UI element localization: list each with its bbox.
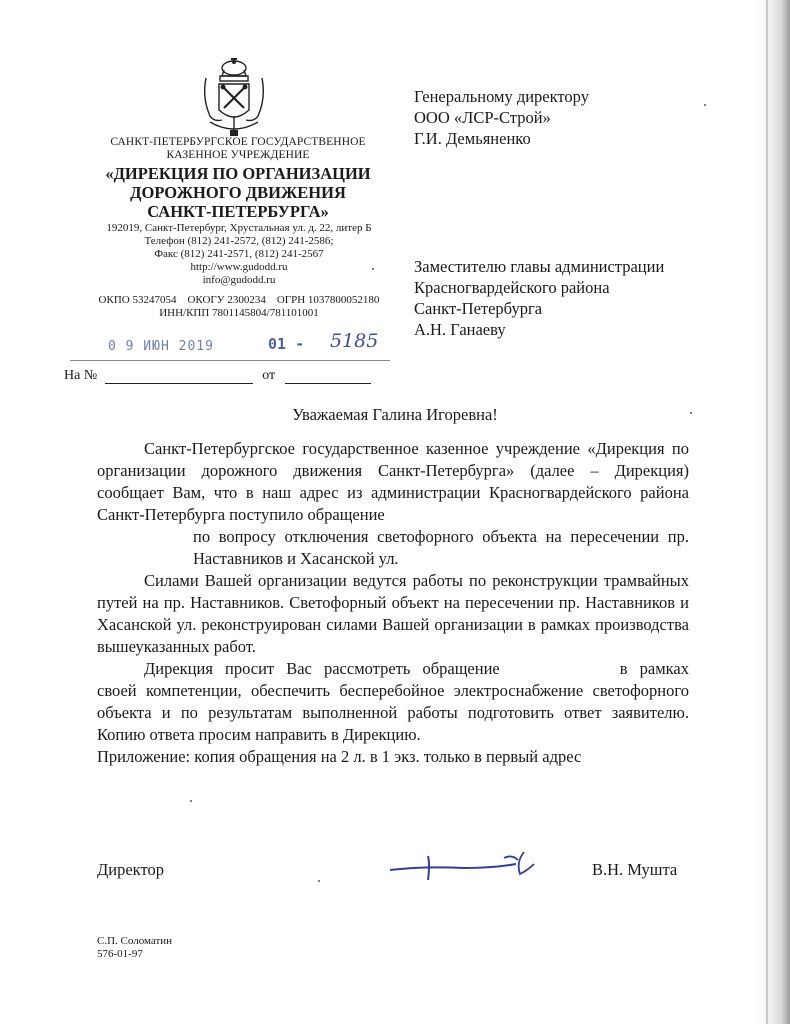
registration-date-stamp: 0 9 ИЮН 2019 — [108, 339, 214, 354]
coat-of-arms-icon — [200, 58, 268, 140]
addressee-first-line: Генеральному директору — [414, 87, 589, 106]
org-address: 192019, Санкт-Петербург, Хрустальная ул. д. 22, литер Б — [106, 222, 372, 234]
org-name-line1: «ДИРЕКЦИЯ ПО ОРГАНИЗАЦИИ — [105, 164, 371, 183]
organization-header — [88, 136, 388, 221]
paragraph-2: Силами Вашей организации ведутся работы по реконструкции трамвайных путей на пр. Наставников. Светофорный объект на пересечении пр. Наставников и Хасанской ул. реконструирован силами Вашей организации в рамках производства вышеуказанных работ. — [97, 571, 689, 656]
paragraph-3 — [97, 658, 689, 746]
paragraph-3-start: Дирекция просит Вас рассмотреть обращение — [144, 659, 500, 678]
scan-speck — [318, 880, 320, 882]
org-name-line3: САНКТ-ПЕТЕРБУРГА» — [147, 202, 329, 221]
ref-from-label: от — [262, 368, 276, 383]
org-name-line2: ДОРОЖНОГО ДВИЖЕНИЯ — [130, 183, 346, 202]
letter-greeting: Уважаемая Галина Игоревна! — [292, 405, 498, 424]
handwritten-signature — [384, 844, 554, 884]
org-codes — [84, 294, 394, 320]
letter-body — [97, 438, 689, 768]
org-website: http://www.gudodd.ru — [190, 261, 288, 273]
paragraph-1-continuation: по вопросу отключения светофорного объекта на пересечении пр. Наставников и Хасанской ул. — [193, 527, 689, 568]
addressee-second-line: Санкт-Петербурга — [414, 299, 543, 318]
scan-edge-line — [766, 0, 768, 1024]
org-phone: Телефон (812) 241-2572, (812) 241-2586; — [144, 235, 334, 247]
org-codes-line1: ОКПО 53247054 ОКОГУ 2300234 ОГРН 1037800052180 — [98, 294, 380, 306]
ref-date-line — [285, 370, 371, 384]
attachment-note: Приложение: копия обращения на 2 л. в 1 экз. только в первый адрес — [97, 747, 582, 766]
scan-speck — [704, 104, 706, 106]
paragraph-3-rest: в рамках своей компетенции, обеспечить бесперебойное электроснабжение светофорного объекта и по результатам выполненной работы подготовить ответ заявителю. Копию ответа просим направить в Дирекцию. — [97, 659, 689, 744]
org-contacts — [84, 222, 394, 287]
paragraph-1: Санкт-Петербургское государственное казенное учреждение «Дирекция по организации дорожного движения Санкт-Петербурга» (далее – Дирекция) сообщает Вам, что в наш адрес из администрации Красногвардейского района Санкт-Петербурга поступило обращение — [97, 439, 689, 524]
org-email: info@gudodd.ru — [202, 274, 276, 286]
ref-number-label: На № — [64, 368, 98, 383]
addressee-first — [414, 86, 589, 149]
addressee-first-line: Г.И. Демьяненко — [414, 129, 531, 148]
addressee-second-line: Заместителю главы администрации — [414, 257, 665, 276]
org-fax: Факс (812) 241-2571, (812) 241-2567 — [154, 248, 324, 260]
scan-speck — [190, 800, 192, 802]
registration-number-handwritten: 5185 — [330, 330, 379, 352]
org-codes-line2: ИНН/КПП 7801145804/781101001 — [159, 307, 319, 319]
registration-underline — [70, 360, 390, 361]
addressee-first-line: ООО «ЛСР-Строй» — [414, 108, 551, 127]
addressee-second-line: Красногвардейского района — [414, 278, 610, 297]
scan-speck — [372, 268, 374, 270]
signer-name: В.Н. Мушта — [592, 860, 678, 879]
scan-speck — [690, 412, 692, 414]
executor-phone: 576-01-97 — [97, 948, 143, 960]
org-type-line2: КАЗЕННОЕ УЧРЕЖДЕНИЕ — [166, 149, 310, 161]
reference-row — [64, 368, 371, 384]
addressee-second — [414, 256, 664, 340]
ref-number-line — [105, 370, 253, 384]
addressee-second-line: А.Н. Ганаеву — [414, 320, 506, 339]
executor-info — [97, 935, 172, 961]
executor-name: С.П. Соломатин — [97, 935, 173, 947]
signer-title: Директор — [97, 860, 164, 879]
registration-number-stamp: 01 - — [268, 335, 305, 353]
org-type-line1: САНКТ-ПЕТЕРБУРГСКОЕ ГОСУДАРСТВЕННОЕ — [110, 136, 366, 148]
scan-edge-shadow — [756, 0, 790, 1024]
